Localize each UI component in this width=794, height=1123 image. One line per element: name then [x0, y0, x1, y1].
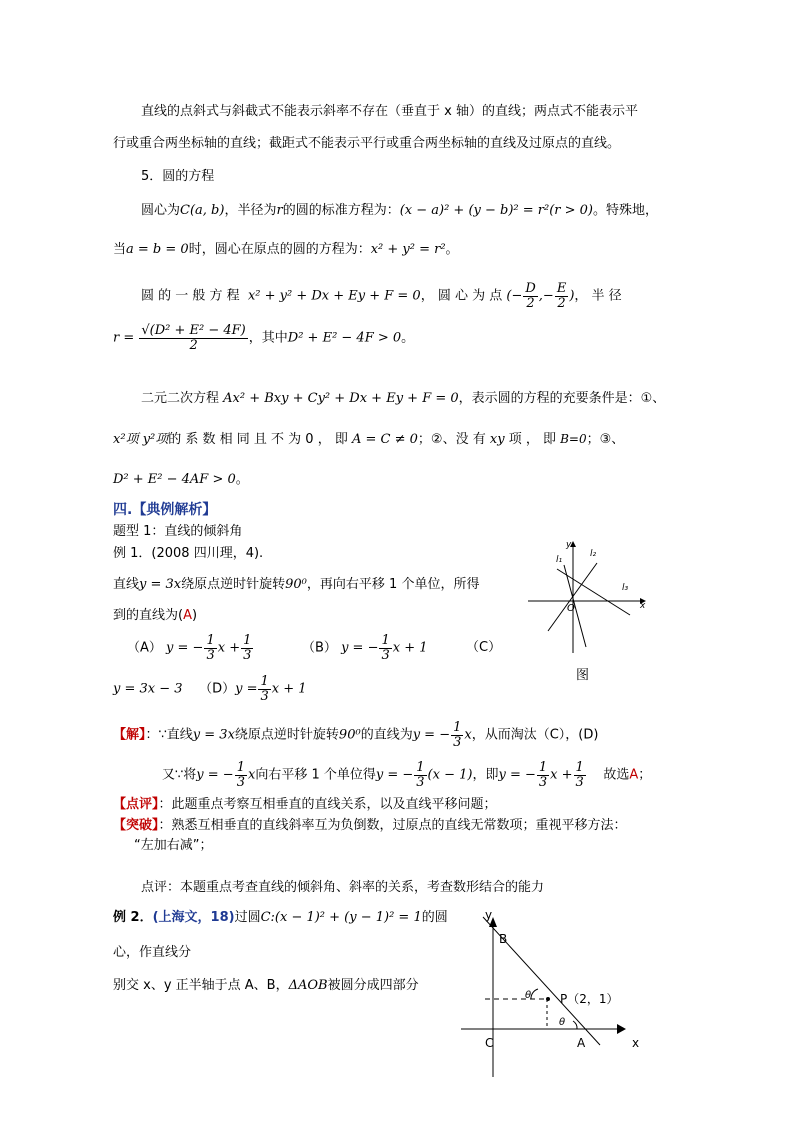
option-b: （B） y = − $\frac{1}{3}$ x + 1: [302, 633, 428, 663]
type-1-label: 题型 1：直线的倾斜角: [113, 524, 243, 539]
fig2-c-label: C: [485, 1036, 494, 1050]
figure-2: [455, 905, 655, 1085]
circle-special-line: 当a = b = 0时，圆心在原点的圆的方程为：x² + y² = r²。: [113, 242, 459, 257]
example-1-question: 直线y = 3x绕原点逆时针旋转90⁰，再向右平移 1 个单位，所得: [113, 577, 480, 592]
breakthrough-1-line-2: “左加右减”；: [134, 838, 213, 853]
fig2-b-label: B: [499, 932, 508, 946]
circle-standard-line: 圆心为C(a, b)，半径为r的圆的标准方程为：(x − a)² + (y − b)² = r²(r > 0)。特殊地，: [141, 203, 659, 218]
fig2-theta2-label: θ: [559, 1017, 566, 1028]
para-line-2: 行或重合两坐标轴的直线；截距式不能表示平行或重合两坐标轴的直线及过原点的直线。: [113, 136, 621, 151]
option-a: （A） y = − $\frac{1}{3}$ x + $\frac{1}{3}$: [127, 633, 252, 663]
fig2-p-label: P（2，1）: [560, 992, 619, 1006]
fig2-theta1-label: θ: [525, 990, 532, 1001]
figure-1-caption: 图: [576, 668, 590, 683]
standard-equation: (x − a)² + (y − b)² = r²(r > 0): [399, 203, 594, 218]
circle-general-line: 圆 的 一 般 方 程 x² + y² + Dx + Ey + F = 0， 圆 心 为 点 (− $\frac{D}{2}$ ,− $\frac{E}{2}$ )， 半 径: [141, 281, 622, 311]
option-c-label: （C）: [466, 640, 502, 655]
fig1-origin-label: O: [567, 603, 575, 614]
radius-line: r = $\frac{\text{√(D² + E² − 4F)}}{2}$ ，其中D² + E² − 4F > 0。: [113, 323, 415, 353]
figure-1: [520, 535, 650, 660]
answer-a: A: [183, 608, 192, 623]
example-2-line-3: 别交 x、y 正半轴于点 A、B，ΔAOB被圆分成四部分: [113, 978, 419, 993]
fig1-x-label: x: [640, 601, 646, 611]
quadratic-line-1: 二元二次方程 Ax² + Bxy + Cy² + Dx + Ey + F = 0，表示圆的方程的充要条件是：①、: [141, 391, 666, 406]
solution-line-2: 又∵将y = − $\frac{1}{3}$ x向右平移 1 个单位得y = − $\frac{1}{3}$ (x − 1)，即y = − $\frac{1}{3}$ x + $\frac{1}{3}$ 故选A；: [162, 760, 652, 790]
solution-tag: 【解】: [113, 727, 146, 743]
comment-2: 点评：本题重点考查直线的倾斜角、斜率的关系，考查数形结合的能力: [141, 880, 545, 895]
quadratic-line-3: D² + E² − 4AF > 0。: [113, 472, 249, 487]
fig2-x-label: x: [632, 1036, 640, 1050]
radius-fraction: $\frac{\text{√(D² + E² − 4F)}}{2}$: [141, 323, 246, 353]
section-4-heading: 四.【典例解析】: [113, 502, 217, 518]
fig1-l2-label: l₂: [590, 549, 597, 559]
comment-1: 【点评】：此题重点考察互相垂直的直线关系，以及直线平移问题；: [113, 797, 497, 812]
example-2-line-2: 心，作直线分: [113, 945, 192, 960]
general-equation: x² + y² + Dx + Ey + F = 0: [247, 288, 421, 304]
fig2-a-label: A: [577, 1036, 586, 1050]
fig1-l1-label: l₁: [556, 555, 563, 565]
fig1-y-label: y: [566, 540, 572, 550]
example-1-question-2: 到的直线为(A): [113, 608, 198, 623]
fig2-y-label: y: [485, 908, 493, 922]
example-2-line-1: 例 2．(上海文，18)过圆C:(x − 1)² + (y − 1)² = 1的圆: [113, 910, 448, 925]
section-5-title: 5．圆的方程: [141, 169, 215, 184]
option-c-d: y = 3x − 3 （D）y = $\frac{1}{3}$ x + 1: [113, 674, 307, 704]
frac-d-2: $\frac{D}{2}$: [525, 281, 536, 311]
origin-circle-equation: x² + y² = r²: [370, 242, 446, 257]
example-1-head: 例 1．(2008 四川理，4).: [113, 546, 264, 561]
para-line-1: 直线的点斜式与斜截式不能表示斜率不存在（垂直于 x 轴）的直线；两点式不能表示平: [141, 104, 638, 119]
breakthrough-1: 【突破】：熟悉互相垂直的直线斜率互为负倒数，过原点的直线无常数项；重视平移方法：: [113, 818, 627, 833]
frac-e-2: $\frac{E}{2}$: [556, 281, 567, 311]
quadratic-line-2: x²项 y²项的 系 数 相 同 且 不 为 0 ， 即 A = C ≠ 0；②、没 有 xy 项 ， 即 B=0；③、: [113, 432, 625, 447]
fig1-l3-label: l₃: [622, 583, 629, 593]
solution-line-1: 【解】：∵直线y = 3x绕原点逆时针旋转90⁰的直线为y = − $\frac{1}{3}$ x，从而淘汰（C），(D): [113, 720, 599, 750]
